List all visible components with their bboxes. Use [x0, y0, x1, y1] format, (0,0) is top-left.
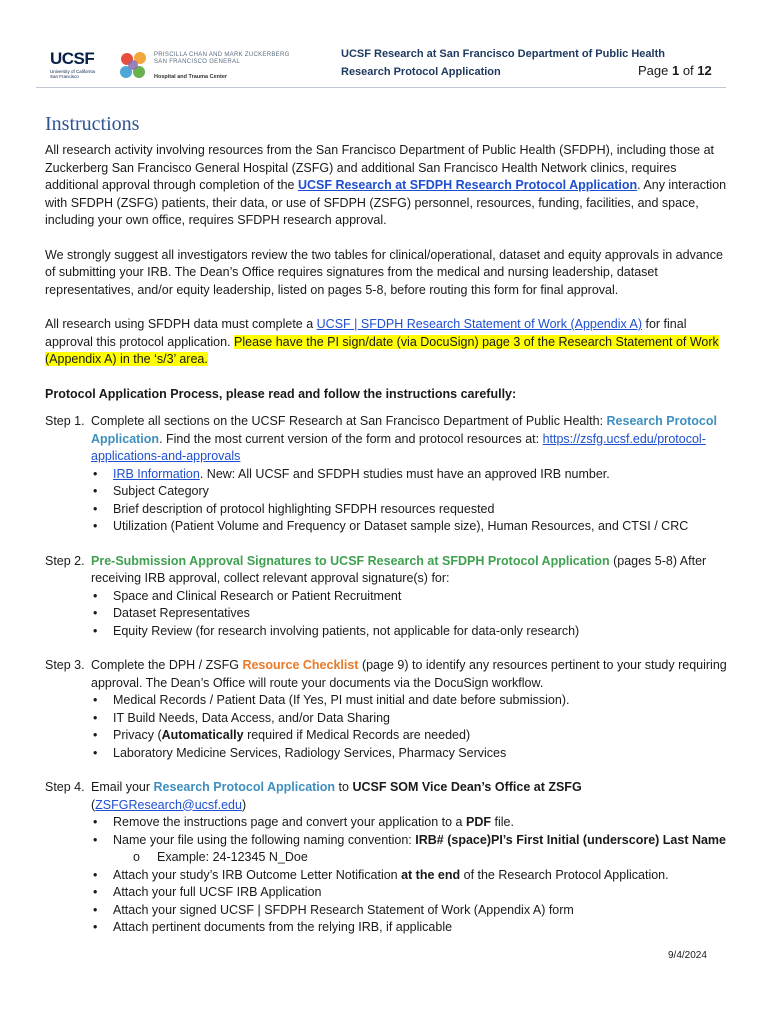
list-item-bold: IRB# (space)PI’s First Initial (underscore) Last Name — [415, 832, 727, 847]
data-text-b: for final approval this protocol application. — [45, 317, 687, 349]
process-heading — [45, 386, 727, 404]
list-item-text: . New: All UCSF and SFDPH studies must have an approved IRB number. — [199, 466, 610, 481]
header-divider — [36, 87, 726, 88]
step-2 — [45, 553, 727, 641]
list-item: • Brief description of protocol highlighting SFDPH resources requested — [113, 501, 727, 519]
list-item: • IT Build Needs, Data Access, and/or Data Sharing — [113, 710, 727, 728]
step1-text-a: Complete all sections on the UCSF Research at San Francisco Department of Public Health: — [91, 414, 607, 428]
sub-list-item: o Example: 24-12345 N_Doe — [157, 849, 727, 867]
intro-paragraph — [45, 142, 727, 230]
page-title: Instructions — [45, 113, 140, 135]
list-item — [113, 727, 727, 745]
ucsf-logo — [50, 50, 102, 82]
zsfg-logo — [118, 50, 288, 84]
list-item-bold: Automatically — [161, 728, 244, 742]
highlighted-instruction: Please have the PI sign/date (via DocuSign) page 3 of the Research Statement of Work (Appendix A) in the ‘s/3’ area. — [45, 334, 719, 366]
page-current: 1 — [671, 63, 680, 78]
page-indicator — [638, 63, 712, 78]
step-3 — [45, 657, 727, 762]
protocol-application-link[interactable]: UCSF Research at SFDPH Research Protocol Application — [297, 178, 638, 192]
zsfg-logo-line3: Hospital and Trauma Center — [154, 74, 228, 80]
list-item: • Medical Records / Patient Data (If Yes, PI must initial and date before submission). — [113, 692, 727, 710]
list-item-bold: PDF — [466, 815, 491, 829]
list-item-text: file. — [491, 815, 514, 829]
list-item-text: Name your file using the following naming convention: — [113, 832, 416, 847]
step3-bullets — [91, 692, 727, 762]
list-item — [113, 814, 727, 832]
list-item: • Subject Category — [113, 483, 727, 501]
list-item-text: Privacy ( — [113, 728, 162, 742]
step-number: Step 1. — [45, 414, 85, 428]
intro-text-a: All research activity involving resources from the San Francisco Department of Public Health (SFDPH), including those at Zuckerberg San Francisco General Hospital (ZSFG) and additional San Francisco Health Network clinics, requires additional approval through completion of the — [45, 143, 715, 192]
step-1 — [45, 413, 727, 536]
step-4 — [45, 779, 727, 937]
page-prefix: Page — [638, 63, 672, 78]
list-item-text: required if Medical Records are needed) — [243, 728, 471, 742]
zsfg-emblem-icon — [118, 50, 150, 84]
step1-colored-label: Research Protocol Application — [91, 414, 717, 446]
step1-text-b: . Find the most current version of the form and protocol resources at: — [159, 431, 543, 446]
list-item — [113, 867, 727, 885]
list-item-text: Attach your study’s IRB Outcome Letter Notification — [113, 867, 402, 882]
step-number: Step 4. — [45, 780, 85, 794]
statement-of-work-link[interactable]: UCSF | SFDPH Research Statement of Work (Appendix A) — [316, 317, 643, 331]
footer-date: 9/4/2024 — [668, 950, 707, 961]
header-title-line2: Research Protocol Application — [341, 66, 501, 78]
step4-bullets — [91, 814, 727, 849]
list-item-bold: at the end — [401, 867, 461, 882]
step1-bullets — [91, 466, 727, 536]
list-item: • Dataset Representatives — [113, 605, 727, 623]
page-total: 12 — [697, 63, 712, 78]
document-body — [45, 112, 727, 937]
step4-text-b: to — [335, 780, 353, 794]
intro-text-b: . Any interaction with SFDPH (ZSFG) patients, their data, or use of SFDPH (ZSFG) personnel, resources, funding, facilities, and space, including your own office, requires SFDPH research approval. — [45, 178, 727, 227]
step-body — [91, 657, 727, 762]
step4-colored-label: Research Protocol Application — [153, 780, 336, 794]
list-item: • Utilization (Patient Volume and Frequency or Dataset sample size), Human Resources, and CTSI / CRC — [113, 518, 727, 536]
irb-information-link[interactable]: IRB Information — [113, 466, 200, 481]
step-body — [91, 413, 727, 536]
step4-text-d: ) — [241, 797, 247, 812]
approvals-paragraph: We strongly suggest all investigators review the two tables for clinical/operational, dataset and equity approvals in advance of submitting your IRB. The Dean’s Office requires signatures from the medical and nursing leadership, dataset representatives, and/or equity leadership, listed on pages 5-8, before routing this form for final approval. — [45, 247, 723, 297]
step2-colored-label: Pre-Submission Approval Signatures to UCSF Research at SFDPH Protocol Application — [91, 553, 610, 568]
step-body — [91, 779, 727, 937]
list-item: • Laboratory Medicine Services, Radiology Services, Pharmacy Services — [113, 745, 727, 763]
list-item: • Attach your signed UCSF | SFDPH Research Statement of Work (Appendix A) form — [113, 902, 727, 920]
list-item-text: Remove the instructions page and convert your application to a — [113, 815, 466, 829]
step3-text-a: Complete the DPH / ZSFG — [91, 658, 243, 672]
list-item — [113, 832, 727, 850]
list-item: • Attach your full UCSF IRB Application — [113, 884, 727, 902]
step4-text-c: ( — [91, 797, 96, 812]
page-header — [0, 0, 770, 100]
list-item: • Space and Clinical Research or Patient Recruitment — [113, 588, 727, 606]
header-title-line1: UCSF Research at San Francisco Department of Public Health — [341, 48, 665, 60]
step2-text-a: (pages 5-8) After receiving IRB approval, collect relevant approval signature(s) for: — [91, 553, 707, 585]
step4-bold-office: UCSF SOM Vice Dean’s Office at ZSFG — [352, 780, 582, 794]
ucsf-logo-subtitle: University of California San Francisco — [50, 69, 96, 79]
zsfg-logo-line1: PRISCILLA CHAN AND MARK ZUCKERBERG — [154, 52, 290, 58]
ucsf-logo-mark: UCSF — [50, 49, 95, 68]
step3-text-b: (page 9) to identify any resources pertinent to your study requiring approval. The Dean’s Office will route your documents via the DocuSign workflow. — [91, 658, 727, 690]
zsfg-logo-line2: SAN FRANCISCO GENERAL — [154, 59, 240, 65]
step4-sub-bullets — [91, 849, 727, 867]
list-item: • Attach pertinent documents from the relying IRB, if applicable — [113, 919, 727, 937]
list-item-text: of the Research Protocol Application. — [460, 867, 669, 882]
email-link[interactable]: ZSFGResearch@ucsf.edu — [95, 797, 242, 812]
data-paragraph — [45, 316, 727, 369]
protocol-resources-link[interactable]: https://zsfg.ucsf.edu/protocol-applications-and-approvals — [91, 431, 706, 463]
page-of: of — [679, 63, 698, 78]
process-heading-text: Protocol Application Process, please read and follow the instructions carefully: — [45, 386, 517, 401]
step-number: Step 3. — [45, 658, 85, 672]
data-text-a: All research using SFDPH data must complete a — [45, 317, 317, 331]
list-item — [113, 466, 727, 484]
step4-bullets-continued — [91, 867, 727, 937]
step3-colored-label: Resource Checklist — [242, 658, 359, 672]
list-item: • Equity Review (for research involving patients, not applicable for data-only research) — [113, 623, 727, 641]
step4-text-a: Email your — [91, 780, 154, 794]
step2-bullets — [91, 588, 727, 641]
step-body — [91, 553, 727, 641]
step-number: Step 2. — [45, 553, 85, 568]
